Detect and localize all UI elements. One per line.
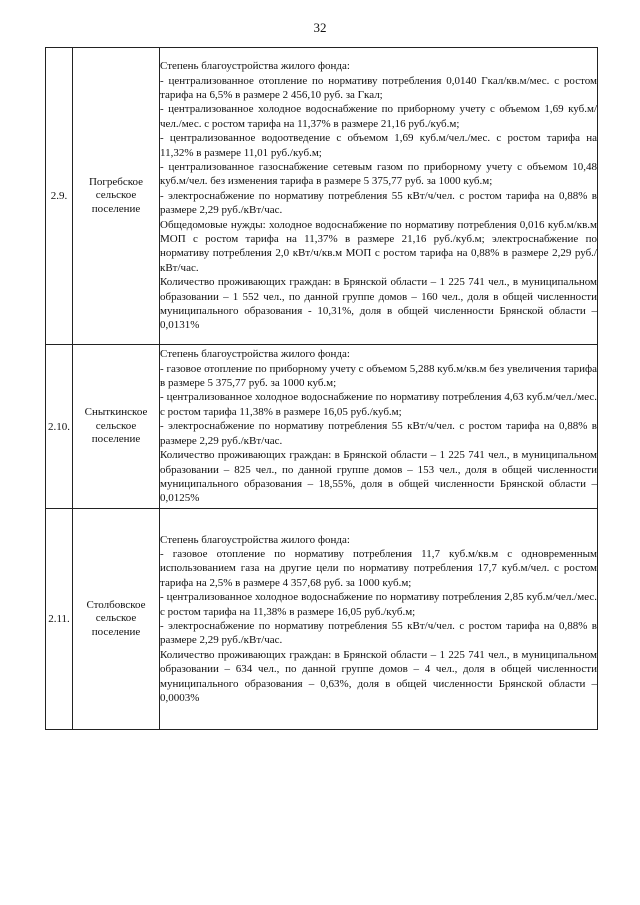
row-number: 2.11.	[46, 509, 73, 730]
description-line: - централизованное холодное водоснабжение по нормативу потребления 4,63 куб.м/чел./мес. с ростом тарифа 11,38% в размере 16,05 руб./куб.м;	[160, 391, 597, 418]
description-line: Количество проживающих граждан: в Брянской области – 1 225 741 чел., в муниципальном образовании – 825 чел., по данной группе домов – 153 чел., доля в общей численности муниципального образования – 18,55%, доля в общей численности Брянской области – 0,0125%	[160, 449, 597, 505]
description-line: - централизованное отопление по нормативу потребления 0,0140 Гкал/кв.м/мес. с ростом тарифа на 6,5% в размере 2 456,10 руб. за Гкал;	[160, 74, 597, 101]
description-line: Степень благоустройства жилого фонда:	[160, 60, 350, 73]
description-line: Количество проживающих граждан: в Брянской области – 1 225 741 чел., в муниципальном образовании – 1 552 чел., по данной группе домов – 160 чел., доля в общей численности муниципального образования - 10,31%, доля в общей численности Брянской области – 0,0131%	[160, 276, 597, 332]
page-number: 32	[313, 20, 327, 35]
description-line: Степень благоустройства жилого фонда:	[160, 533, 350, 546]
table-row	[46, 509, 598, 730]
description-line: Общедомовые нужды: холодное водоснабжение по нормативу потребления 0,016 куб.м/кв.м МОП с ростом тарифа на 11,37% в размере 21,16 руб./куб.м; электроснабжение по нормативу потребления 2,0 кВт/ч/кв.м МОП с ростом тарифа на 0,88% в размере 2,29 руб./кВт/час.	[160, 218, 597, 274]
description-line: Степень благоустройства жилого фонда:	[160, 348, 350, 361]
description-line: - централизованное холодное водоснабжение по приборному учету с объемом 1,69 куб.м/чел./мес. с ростом тарифа на 11,37% в размере 21,16 руб./куб.м;	[160, 103, 597, 130]
description-line: - электроснабжение по нормативу потребления 55 кВт/ч/чел. с ростом тарифа на 0,88% в размере 2,29 руб./кВт/час.	[160, 189, 597, 217]
description-line: - централизованное водоотведение с объемом 1,69 куб.м/чел./мес. с ростом тарифа на 11,32% в размере 11,01 руб./куб.м;	[160, 132, 597, 159]
description-line: - электроснабжение по нормативу потребления 55 кВт/ч/чел. с ростом тарифа на 0,88% в размере 2,29 руб./кВт/час.	[160, 620, 597, 647]
description-line: - электроснабжение по нормативу потребления 55 кВт/ч/чел. с ростом тарифа на 0,88% в размере 2,29 руб./кВт/час.	[160, 420, 597, 447]
description-cell	[160, 48, 598, 345]
table-row	[46, 48, 598, 345]
description-cell	[160, 345, 598, 509]
description-cell	[160, 509, 598, 730]
description-line: - газовое отопление по приборному учету с объемом 5,288 куб.м/кв.м без увеличения тарифа в размере 5 375,77 руб. за 1000 куб.м;	[160, 362, 597, 390]
description-line: - газовое отопление по нормативу потребления 11,7 куб.м/кв.м с одновременным использованием газа на другие цели по нормативу потребления 17,7 куб.м/чел. с ростом тарифа на 2,5% в размере 4 357,68 руб. за 1000 куб.м;	[160, 547, 597, 589]
description-line: - централизованное газоснабжение сетевым газом по приборному учету с объемом 10,48 куб.м/чел. без изменения тарифа в размере 5 375,77 руб. за 1000 куб.м;	[160, 160, 597, 188]
row-number: 2.10.	[46, 345, 73, 509]
row-number: 2.9.	[46, 48, 73, 345]
description-line: Количество проживающих граждан: в Брянской области – 1 225 741 чел., в муниципальном образовании – 634 чел., по данной группе домов – 4 чел., доля в общей численности муниципального образования – 0,63%, доля в общей численности Брянской области – 0,0003%	[160, 648, 597, 705]
settlement-name: Погребское сельское поселение	[73, 48, 160, 345]
settlements-table	[45, 47, 598, 730]
settlement-name: Сныткинское сельское поселение	[73, 345, 160, 509]
description-line: - централизованное холодное водоснабжение по нормативу потребления 2,85 куб.м/чел./мес. с ростом тарифа на 11,38% в размере 16,05 руб./куб.м;	[160, 591, 597, 618]
settlement-name: Столбовское сельское поселение	[73, 509, 160, 730]
table-row	[46, 345, 598, 509]
